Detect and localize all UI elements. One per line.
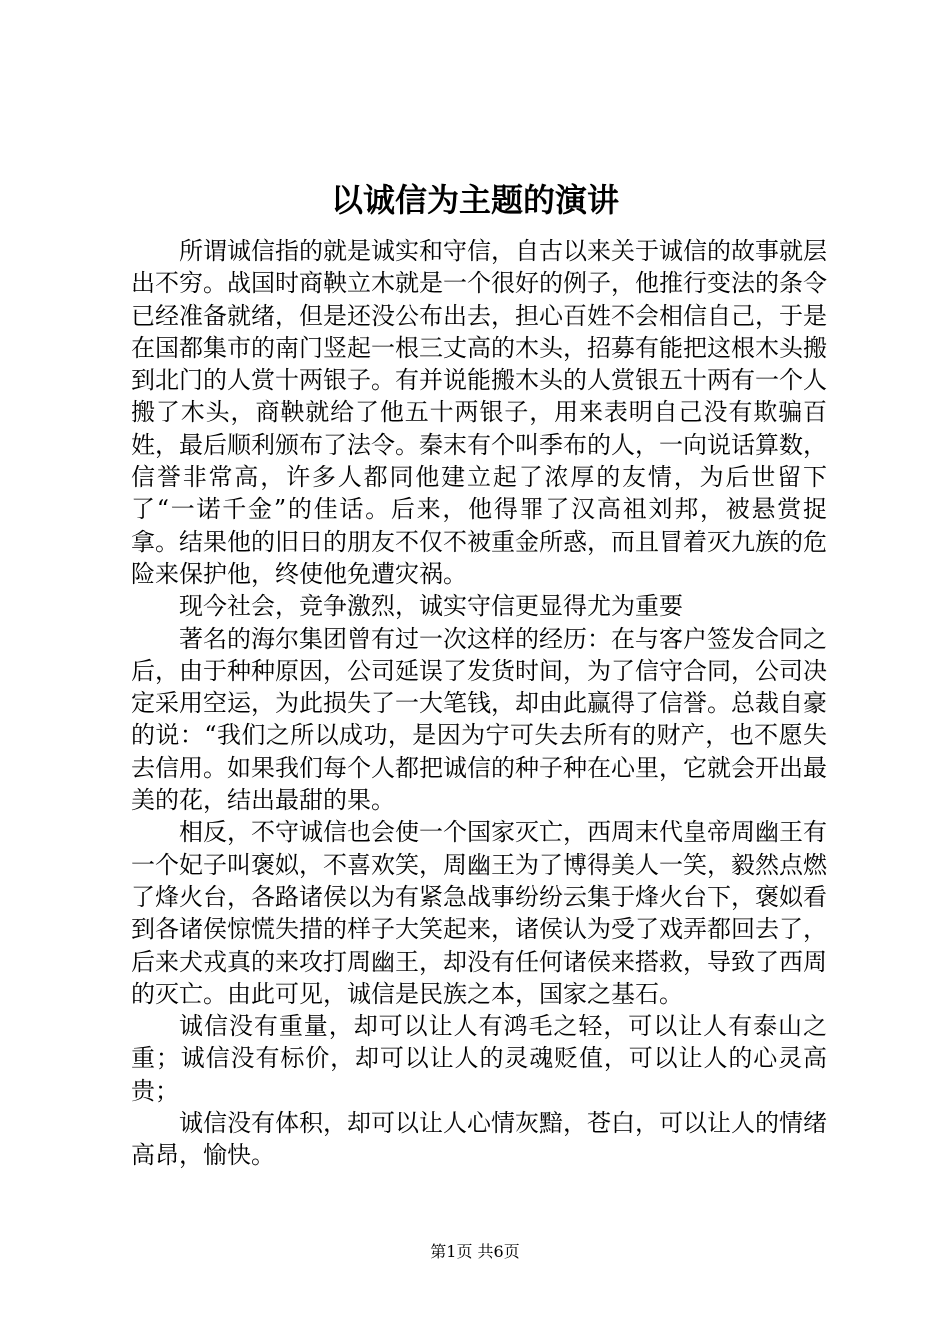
page-footer: [0, 1242, 950, 1262]
paragraph-zhou-youwang: 相反，不守诚信也会使一个国家灭亡，西周末代皇帝周幽王有一个妃子叫褒姒，不喜欢笑，周幽王为了博得美人一笑，毅然点燃了烽火台，各路诸侯以为有紧急战事纷纷云集于烽火台下，褒姒看到各诸侯惊慌失措的样子大笑起来，诸侯认为受了戏弄都回去了，后来犬戎真的来攻打周幽王，却没有任何诸侯来搭救，导致了西周的灭亡。由此可见，诚信是民族之本，国家之基石。: [131, 818, 827, 1008]
paragraph-shangyang-jibu: 所谓诚信指的就是诚实和守信，自古以来关于诚信的故事就层出不穷。战国时商鞅立木就是一个很好的例子，他推行变法的条令已经准备就绪，但是还没公布出去，担心百姓不会相信自己，于是在国都集市的南门竖起一根三丈高的木头，招募有能把这根木头搬到北门的人赏十两银子。有并说能搬木头的人赏银五十两有一个人搬了木头，商鞅就给了他五十两银子，用来表明自己没有欺骗百姓，最后顺利颁布了法令。秦末有个叫季布的人，一向说话算数，信誉非常高，许多人都同他建立起了浓厚的友情，为后世留下了“一诺千金”的佳话。后来，他得罪了汉高祖刘邦，被悬赏捉拿。结果他的旧日的朋友不仅不被重金所惑，而且冒着灭九族的危险来保护他，终使他免遭灾祸。: [131, 237, 827, 588]
document-body: [131, 235, 827, 1172]
paragraph-integrity-volume: 诚信没有体积，却可以让人心情灰黯，苍白，可以让人的情绪高昂，愉快。: [131, 1109, 827, 1170]
paragraph-modern-society: 现今社会，竞争激烈，诚实守信更显得尤为重要: [179, 592, 683, 621]
paragraph-haier: 著名的海尔集团曾有过一次这样的经历：在与客户签发合同之后，由于种种原因，公司延误了发货时间，为了信守合同，公司决定采用空运，为此损失了一大笔钱，却由此赢得了信誉。总裁自豪的说：“我们之所以成功，是因为宁可失去所有的财产，也不愿失去信用。如果我们每个人都把诚信的种子种在心里，它就会开出最美的花，结出最甜的果。: [131, 624, 827, 815]
page-indicator: 第1页 共6页: [430, 1242, 520, 1261]
document-title: 以诚信为主题的演讲: [330, 181, 619, 219]
paragraph-integrity-weight: 诚信没有重量，却可以让人有鸿毛之轻，可以让人有泰山之重；诚信没有标价，却可以让人的灵魂贬值，可以让人的心灵高贵；: [131, 1012, 827, 1105]
